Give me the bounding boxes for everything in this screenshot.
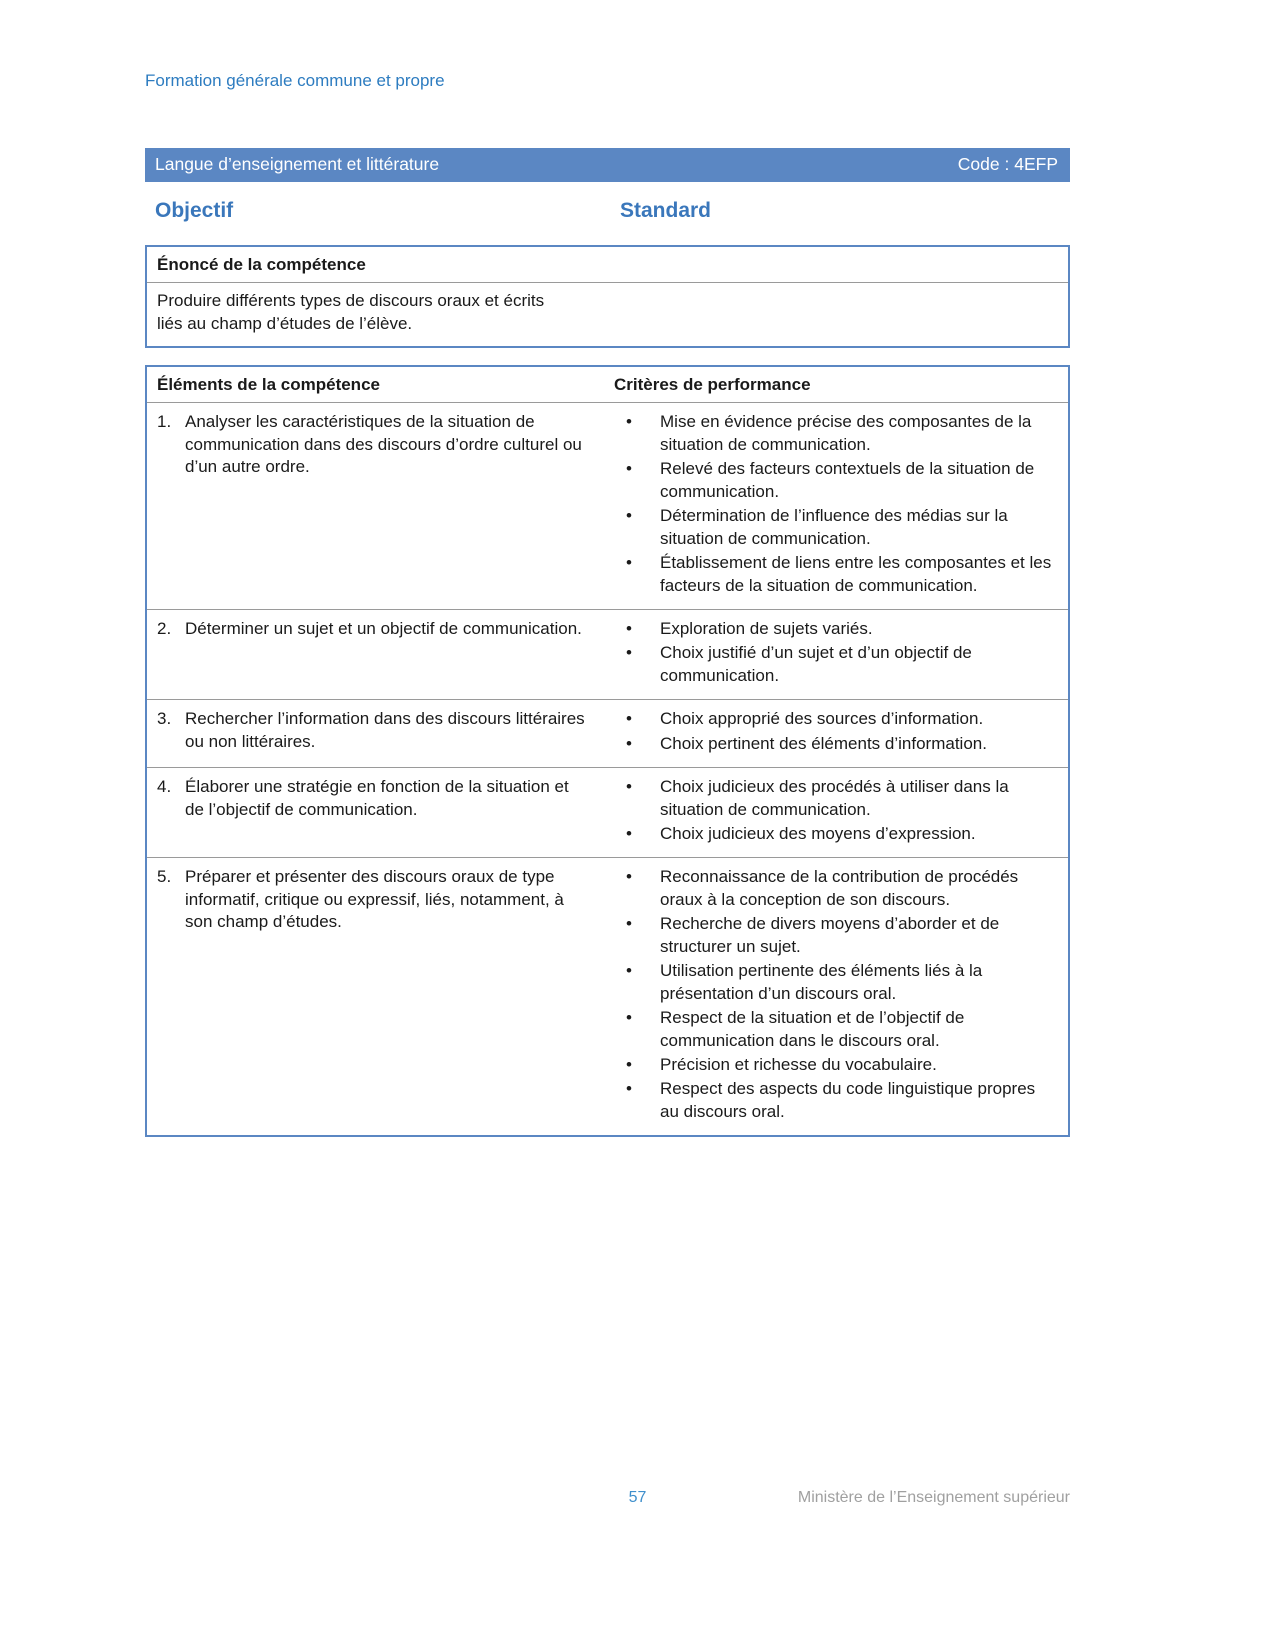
criteria-cell	[602, 700, 1068, 767]
criteria-list	[614, 708, 1058, 755]
element-cell	[147, 768, 602, 857]
col-header-criteres: Critères de performance	[614, 375, 811, 394]
criterion-item: • Établissement de liens entre les composantes et les facteurs de la situation de communication.	[614, 552, 1058, 597]
criterion-item: • Reconnaissance de la contribution de procédés oraux à la conception de son discours.	[614, 866, 1058, 911]
table-row	[147, 768, 1068, 858]
element-number: 2.	[157, 618, 172, 638]
criterion-item: • Choix pertinent des éléments d’information.	[614, 733, 1058, 755]
enonce-body	[147, 283, 1068, 346]
criteria-cell	[602, 768, 1068, 857]
element-number: 5.	[157, 867, 172, 887]
element-cell	[147, 700, 602, 767]
footer-ministry: Ministère de l’Enseignement supérieur	[797, 1489, 1070, 1506]
criterion-item: • Choix judicieux des moyens d’expression.	[614, 823, 1058, 845]
enonce-competence-box	[145, 245, 1070, 348]
table-row	[147, 403, 1068, 610]
criterion-item: • Recherche de divers moyens d’aborder et de structurer un sujet.	[614, 913, 1058, 958]
table-header-row	[147, 367, 1068, 403]
title-bar-subject: Langue d’enseignement et littérature	[155, 154, 440, 175]
element-text: Rechercher l’information dans des discours littéraires ou non littéraires.	[185, 709, 585, 751]
criterion-item: • Choix justifié d’un sujet et d’un objectif de communication.	[614, 642, 1058, 687]
table-row	[147, 610, 1068, 700]
criterion-item: • Précision et richesse du vocabulaire.	[614, 1054, 1058, 1076]
competence-table	[145, 365, 1070, 1137]
table-row	[147, 700, 1068, 768]
element-text: Déterminer un sujet et un objectif de communication.	[185, 618, 582, 638]
element-number: 1.	[157, 412, 172, 432]
criterion-item: • Mise en évidence précise des composantes de la situation de communication.	[614, 411, 1058, 456]
element-number: 3.	[157, 709, 172, 729]
element-text: Élaborer une stratégie en fonction de la situation et de l’objectif de communication.	[185, 777, 569, 819]
enonce-text: Produire différents types de discours oraux et écrits liés au champ d’études de l’élève.	[157, 291, 545, 333]
element-cell	[147, 610, 602, 699]
element-text: Analyser les caractéristiques de la situation de communication dans des discours d’ordre culturel ou d’un autre ordre.	[185, 412, 582, 477]
objectif-heading: Objectif	[155, 199, 234, 222]
title-bar-code: Code : 4EFP	[957, 154, 1058, 175]
breadcrumb: Formation générale commune et propre	[145, 71, 445, 90]
criterion-item: • Respect des aspects du code linguistique propres au discours oral.	[614, 1078, 1058, 1123]
criterion-item: • Choix judicieux des procédés à utiliser dans la situation de communication.	[614, 776, 1058, 821]
criterion-item: • Exploration de sujets variés.	[614, 618, 1058, 640]
page-number: 57	[628, 1489, 647, 1506]
criteria-list	[614, 411, 1058, 597]
criterion-item: • Choix approprié des sources d’information.	[614, 708, 1058, 730]
col-header-elements: Éléments de la compétence	[157, 375, 380, 394]
element-cell	[147, 858, 602, 1135]
criterion-item: • Relevé des facteurs contextuels de la situation de communication.	[614, 458, 1058, 503]
element-text: Préparer et présenter des discours oraux de type informatif, critique ou expressif, liés, notamment, à son champ d’études.	[185, 867, 564, 932]
table-row	[147, 858, 1068, 1135]
criterion-item: • Respect de la situation et de l’objectif de communication dans le discours oral.	[614, 1007, 1058, 1052]
criteria-cell	[602, 403, 1068, 609]
criterion-item: • Détermination de l’influence des médias sur la situation de communication.	[614, 505, 1058, 550]
criteria-cell	[602, 858, 1068, 1135]
criteria-list	[614, 866, 1058, 1123]
section-headings	[145, 197, 1070, 225]
criteria-list	[614, 618, 1058, 687]
criteria-list	[614, 776, 1058, 845]
element-number: 4.	[157, 777, 172, 797]
criteria-cell	[602, 610, 1068, 699]
criterion-item: • Utilisation pertinente des éléments liés à la présentation d’un discours oral.	[614, 960, 1058, 1005]
element-cell	[147, 403, 602, 609]
standard-heading: Standard	[620, 199, 712, 222]
title-bar	[145, 148, 1070, 182]
enonce-header: Énoncé de la compétence	[147, 247, 1068, 283]
